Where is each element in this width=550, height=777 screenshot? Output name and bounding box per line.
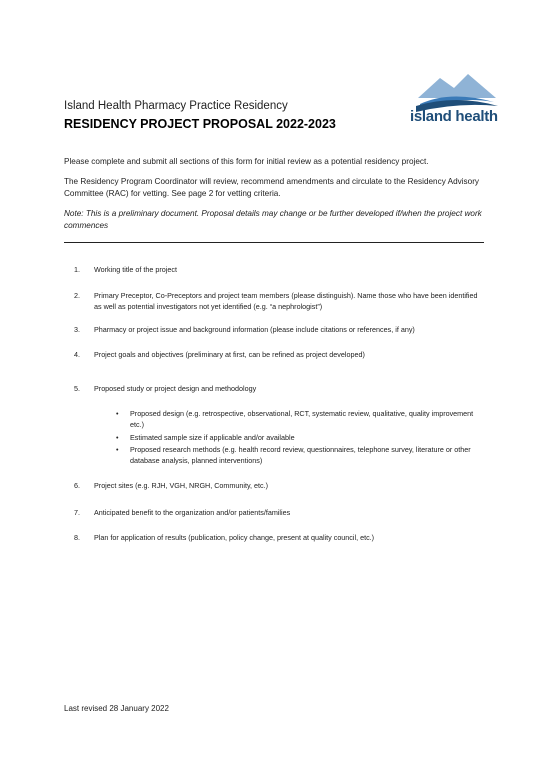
item-text: Plan for application of results (publication, policy change, present at quality council, etc.) bbox=[94, 533, 375, 542]
footer-revision-date: Last revised 28 January 2022 bbox=[64, 704, 169, 713]
item-number: 1. bbox=[74, 265, 80, 274]
org-title: Island Health Pharmacy Practice Residency bbox=[64, 100, 288, 112]
item-number: 8. bbox=[74, 533, 80, 542]
item-number: 6. bbox=[74, 481, 80, 490]
item-number: 3. bbox=[74, 325, 80, 334]
bullet-icon: • bbox=[116, 433, 119, 442]
item-text: Project goals and objectives (preliminary at first, can be refined as project developed) bbox=[94, 350, 365, 359]
item-text: Proposed study or project design and methodology bbox=[94, 384, 257, 393]
item-number: 4. bbox=[74, 350, 80, 359]
section-divider bbox=[64, 242, 484, 243]
bullet-icon: • bbox=[116, 445, 119, 454]
item-text: Pharmacy or project issue and background information (please include citations or references, if any) bbox=[94, 325, 415, 334]
bullet-text: Estimated sample size if applicable and/or available bbox=[130, 433, 295, 442]
logo-wordmark: island health bbox=[410, 108, 498, 125]
intro-paragraph-2: The Residency Program Coordinator will review, recommend amendments and circulate to the Residency Advisory Committee (RAC) for vetting. See page 2 for vetting criteria. bbox=[64, 177, 480, 198]
bullet-text: Proposed research methods (e.g. health record review, questionnaires, telephone survey, literature or other database analysis, planned interventions) bbox=[130, 445, 471, 465]
bullet-icon: • bbox=[116, 409, 119, 418]
item-text: Working title of the project bbox=[94, 265, 177, 274]
document-title: RESIDENCY PROJECT PROPOSAL 2022-2023 bbox=[64, 117, 336, 131]
item-text: Project sites (e.g. RJH, VGH, NRGH, Community, etc.) bbox=[94, 481, 268, 490]
intro-paragraph-1: Please complete and submit all sections of this form for initial review as a potential residency project. bbox=[64, 157, 429, 166]
item-text: Primary Preceptor, Co-Preceptors and project team members (please distinguish). Name those who have been identified as well as potential investigators not yet identified (e.g. “a nephrologist”) bbox=[94, 291, 478, 311]
item-number: 5. bbox=[74, 384, 80, 393]
item-text: Anticipated benefit to the organization and/or patients/families bbox=[94, 508, 291, 517]
bullet-text: Proposed design (e.g. retrospective, observational, RCT, systematic review, qualitative, quality improvement etc.) bbox=[130, 409, 474, 429]
intro-note: Note: This is a preliminary document. Proposal details may change or be further developed if/when the project work commences bbox=[64, 209, 482, 230]
item-number: 2. bbox=[74, 291, 80, 300]
item-number: 7. bbox=[74, 508, 80, 517]
